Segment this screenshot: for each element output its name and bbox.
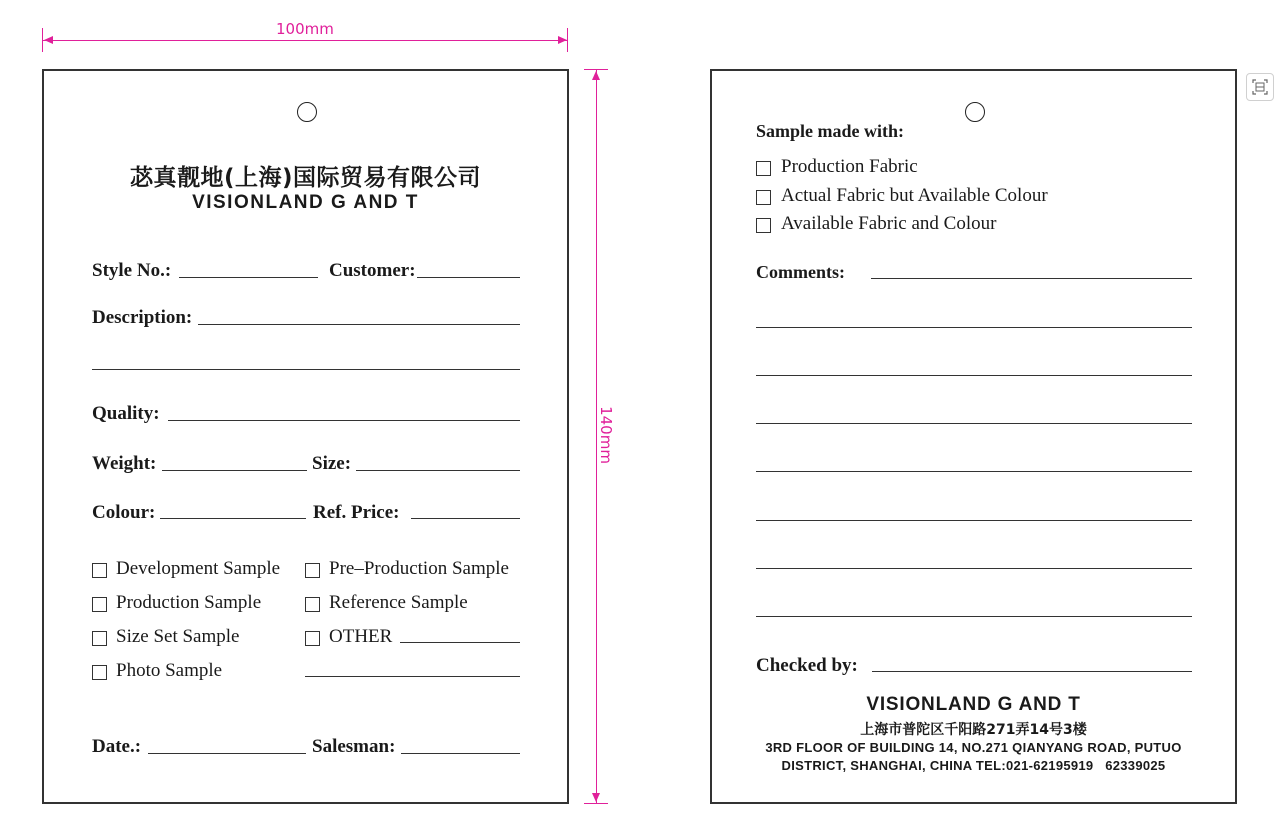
checked-by-line[interactable] [872, 671, 1192, 672]
customer-label: Customer: [329, 260, 416, 281]
comments-line-6[interactable] [756, 520, 1192, 521]
size-line[interactable] [356, 470, 520, 471]
available-fabric-label: Available Fabric and Colour [781, 213, 997, 234]
size-label: Size: [312, 453, 352, 474]
front-tag [42, 69, 569, 804]
reference-sample-label: Reference Sample [329, 592, 468, 613]
width-dim-label: 100mm [276, 20, 334, 38]
production-sample-label: Production Sample [116, 592, 262, 613]
description-label: Description: [92, 307, 193, 328]
description-line-2[interactable] [92, 369, 520, 370]
style-no-label: Style No.: [92, 260, 172, 281]
arrow-left-icon [44, 36, 53, 44]
available-fabric-checkbox[interactable] [756, 218, 771, 233]
hang-hole-icon [965, 102, 985, 122]
select-area-icon [1247, 74, 1273, 100]
comments-line[interactable] [871, 278, 1192, 279]
arrow-right-icon [558, 36, 567, 44]
quality-line[interactable] [168, 420, 520, 421]
other-checkbox[interactable] [305, 631, 320, 646]
arrow-down-icon [592, 793, 600, 802]
colour-label: Colour: [92, 502, 156, 523]
development-sample-checkbox[interactable] [92, 563, 107, 578]
ref-price-label: Ref. Price: [313, 502, 400, 523]
height-dim-label: 140mm [596, 406, 615, 464]
photo-sample-checkbox[interactable] [92, 665, 107, 680]
size-set-sample-label: Size Set Sample [116, 626, 240, 647]
weight-label: Weight: [92, 453, 157, 474]
address-en-line-1: 3RD FLOOR OF BUILDING 14, NO.271 QIANYANG ROAD, PUTUO [765, 740, 1182, 755]
other-line[interactable] [400, 642, 520, 643]
comments-line-5[interactable] [756, 471, 1192, 472]
back-tag [710, 69, 1237, 804]
address-en-line-2: DISTRICT, SHANGHAI, CHINA TEL:021-62195919 62339025 [781, 758, 1166, 773]
comments-label: Comments: [756, 262, 845, 282]
description-line[interactable] [198, 324, 520, 325]
customer-line[interactable] [417, 277, 520, 278]
other-label: OTHER [329, 626, 393, 647]
company-name-en: VISIONLAND G AND T [192, 192, 419, 213]
photo-sample-label: Photo Sample [116, 660, 223, 681]
weight-line[interactable] [162, 470, 307, 471]
date-label: Date.: [92, 736, 142, 757]
width-dim-line [43, 40, 568, 41]
arrow-up-icon [592, 71, 600, 80]
back-company-name-en: VISIONLAND G AND T [866, 694, 1081, 715]
actual-fabric-label: Actual Fabric but Available Colour [781, 185, 1048, 206]
comments-line-7[interactable] [756, 568, 1192, 569]
quality-label: Quality: [92, 403, 160, 424]
production-fabric-checkbox[interactable] [756, 161, 771, 176]
date-line[interactable] [148, 753, 306, 754]
comments-line-4[interactable] [756, 423, 1192, 424]
checked-by-label: Checked by: [756, 655, 858, 676]
colour-line[interactable] [160, 518, 306, 519]
style-no-line[interactable] [179, 277, 318, 278]
pre-production-sample-label: Pre–Production Sample [329, 558, 509, 579]
address-cn: 上海市普陀区千阳路271弄14号3楼 [860, 722, 1087, 738]
production-sample-checkbox[interactable] [92, 597, 107, 612]
comments-line-8[interactable] [756, 616, 1192, 617]
reference-sample-checkbox[interactable] [305, 597, 320, 612]
salesman-line[interactable] [401, 753, 520, 754]
comments-line-2[interactable] [756, 327, 1192, 328]
development-sample-label: Development Sample [116, 558, 281, 579]
select-area-button[interactable] [1246, 73, 1274, 101]
sample-made-with-label: Sample made with: [756, 121, 904, 141]
photo-sample-line[interactable] [305, 676, 520, 677]
size-set-sample-checkbox[interactable] [92, 631, 107, 646]
actual-fabric-checkbox[interactable] [756, 190, 771, 205]
ref-price-line[interactable] [411, 518, 520, 519]
pre-production-sample-checkbox[interactable] [305, 563, 320, 578]
salesman-label: Salesman: [312, 736, 396, 757]
comments-line-3[interactable] [756, 375, 1192, 376]
production-fabric-label: Production Fabric [781, 156, 918, 177]
height-dim-tick-bottom [584, 803, 608, 804]
hang-hole-icon [297, 102, 317, 122]
company-name-cn: 苾真靓地(上海)国际贸易有限公司 [129, 165, 482, 191]
